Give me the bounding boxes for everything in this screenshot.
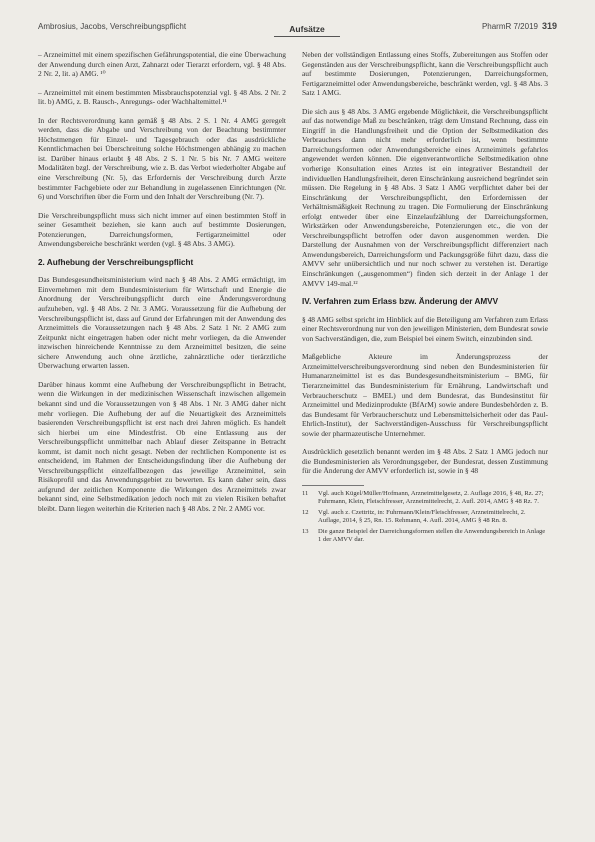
footnote [302, 528, 548, 545]
header-journal: PharmR 7/2019 [481, 22, 538, 31]
footnote-separator [302, 485, 364, 486]
paragraph: Das Bundesgesundheitsministerium wird nach § 48 Abs. 2 AMG ermächtigt, im Einvernehmen mit dem Bundesministerium für Wirtschaft und Energie die Anordnung der Verschreibungspflicht durch eine Änderungsverordnung aufzuheben, vgl. § 48 Abs. 2 Nr. 3 AMG. Voraussetzung für die Aufhebung der Verschreibungspflicht ist, dass auf Grund der Erfahrungen mit der Anwendung des Arzneimittels die Voraussetzungen nach § 48 Abs. 2 Satz 1 Nr. 2 AMG zum Zeitpunkt nicht eingetragen haben oder nicht mehr vorliegen, da die Anwender inzwischen hinreichende Kenntnisse zu dem Arzneimittel besitzen, die seine sichere Anwendung auch ohne ärztliche, zahnärztliche oder tierärztliche Überwachung erwarten lassen. [38, 275, 286, 371]
footnote [302, 509, 548, 526]
footnote-number: 12 [302, 508, 309, 516]
paragraph: – Arzneimittel mit einem spezifischen Gefährungspotential, die eine Überwachung der Anwendung durch einen Arzt, Zahnarzt oder Tierarzt erfordern, vgl. § 48 Abs. 2 Nr. 2, lit. a) AMG. ¹⁰ [38, 50, 286, 79]
paragraph: Darüber hinaus kommt eine Aufhebung der Verschreibungspflicht in Betracht, wenn die Wirkungen in der medizinischen Wissenschaft inzwischen allgemein bekannt sind und die Voraussetzungen von § 48 Abs. 1 Nr. 3 AMG daher nicht mehr vorliegen. Die Aufhebung der auf die Neuartigkeit des Arzneimittels basierenden Verschreibungspflicht ist erst nach drei Jahren möglich. Es handelt sich hierbei um eine Mindestfrist. Ob eine Entlassung aus der Verschreibungspflicht unmittelbar nach Ablauf dieser Zeitspanne in Betracht kommt, ist damit noch nicht gesagt. Neben der rechtlichen Komponente ist es entscheidend, im Rahmen der Entscheidungsfindung über die Aufhebung der Verschreibungspflicht einzelfallbezogen das jeweilige Arzneimittel, sein Risikoprofil und das Anwendungsgebiet zu bewerten. Es kann daher sein, dass aufgrund der zeitlichen Komponente die Wirkungen des Arzneimittels zwar bekannt sind, eine Selbstmedikation jedoch noch mit zu vielen Risiken behaftet bleibt. Dann liegen weiterhin die Kriterien nach § 48 Abs. 2 Nr. 2 AMG vor. [38, 379, 286, 513]
footnote-number: 11 [302, 489, 309, 497]
header-journal-info [482, 21, 557, 31]
section-heading: IV. Verfahren zum Erlass bzw. Änderung der AMVV [302, 297, 499, 307]
paragraph: – Arzneimittel mit einem bestimmten Missbrauchspotenzial vgl. § 48 Abs. 2 Nr. 2 lit. b) AMG, z. B. Rausch-, Anregungs- oder Wachhaltemittel.¹¹ [38, 87, 286, 107]
header-section-label: Aufsätze [274, 24, 340, 37]
paragraph: In der Rechtsverordnung kann gemäß § 48 Abs. 2 S. 1 Nr. 4 AMG geregelt werden, dass die Abgabe und Verschreibung von der Beachtung bestimmter Höchstmengen für Einzel- und Tagesgebrauch oder das ausdrückliche Kenntlichmachen bei Überschreitung solche Höchstmengen abhängig zu machen ist. Darüber hinaus erlaubt § 48 Abs. 2 S. 1 Nr. 5 bis Nr. 7 AMG weitere Modalitäten bzgl. der Verschreibung, wie z. B. das Verbot wiederholter Abgabe auf eine Verschreibung (Nr. 5), das Erfordernis der Verschreibung durch Ärzte bestimmter Fachgebiete oder zur Behandlung in zugelassenen Einrichtungen (Nr. 6) und Vorschriften über die Form und den Inhalt der Verschreibung (Nr. 7). [38, 115, 286, 202]
footnote-number: 13 [302, 527, 309, 535]
header-page-number: 319 [541, 21, 557, 31]
footnote [302, 490, 548, 507]
running-header [38, 20, 557, 38]
paragraph: Die Verschreibungspflicht muss sich nicht immer auf einen bestimmten Stoff in seiner Gesamtheit beziehen, sie kann auch auf bestimmte Dosierungen, Potenzierungen, Darreichungsformen, Fertigarzneimittel oder Anwendungsbereiche beschränkt werden (vgl. § 48 Abs. 3 AMG). [38, 210, 286, 249]
left-column [38, 50, 286, 523]
paragraph: Die sich aus § 48 Abs. 3 AMG ergebende Möglichkeit, die Verschreibungspflicht auf das notwendige Maß zu beschränken, trägt dem Umstand Rechnung, dass ein Eingriff in die Handlungsfreiheit und die Option der Selbstmedikation des Verbrauchers dann nicht mehr erforderlich ist, wenn bestimmte Darreichungsformen oder Anwendungsbereiche eines Arzneimittels gefahrlos angewendet werden können. Die eigenverantwortliche Selbstmedikation ohne vorherige Konsultation eines Arztes ist ein integrativer Bestandteil der individuellen Handlungsfreiheit, deren Einschränkung ausreichend begründet sein müssen. Die Regelung in § 48 Abs. 3 Satz 1 AMG verpflichtet daher bei der Einschränkung der Verschreibungspflicht, den Erfordernissen der Verhältnismäßigkeit Rechnung zu tragen. Die Formulierung der Einschränkung erfolgt entweder über eine Einzelaufzählung der Darreichungsformen, Wirkstärken oder Anwendungsbereiche, Potenzierungen etc., die von der Verschreibungspflicht betroffen oder davon ausgenommen werden. Die Darstellung der Ausnahmen von der Verschreibungspflicht differenziert nach Anwendungsbereich, Darreichungsform und Packungsgröße führt dazu, dass die AMVV sehr unübersichtlich und nur noch schwer zu verstehen ist. Derartige Einschränkungen („ausgenommen“) finden sich derzeit in der Anlage 1 der AMVV 149-mal.¹² [302, 106, 548, 288]
footnote-text: Die ganze Beispiel der Darreichungsformen stellen die Anwendungsbereich in Anlage 1 der AMVV dar. [318, 527, 546, 543]
footnote-text: Vgl. auch Kügel/Müller/Hofmann, Arzneimittelgesetz, 2. Auflage 2016, § 48, Rz. 27; Fuhrmann, Klein, Fleischfresser, Arzneimittelrecht, 2. Aufl. 2014, AMG § 48 Rz. 7. [318, 489, 544, 506]
section-heading: 2. Aufhebung der Verschreibungspflicht [38, 257, 194, 267]
footnote-text: Vgl. auch z. Czettritz, in: Fuhrmann/Klein/Fleischfresser, Arzneimittelrecht, 2. Auflage, 2014, § 25, Rn. 15. Rehmann, 4. Aufl. 2014, AMG § 48 Rn. 8. [318, 508, 526, 525]
header-authors: Ambrosius, Jacobs, Verschreibungspflicht [38, 22, 187, 31]
paragraph: Ausdrücklich gesetzlich benannt werden im § 48 Abs. 2 Satz 1 AMG jedoch nur die Bundesministerien als Verordnungsgeber, der Bundesrat, dessen Zustimmung für die Änderung der AMVV erforderlich ist, sowie in § 48 [302, 447, 548, 476]
paragraph: Maßgebliche Akteure im Änderungsprozess der Arzneimittelverschreibungsverordnung sind neben den Bundesministerien für Humanarzneimittel ist es das Bundesgesundheitsministerium – BMG, für Tierarzneimittel das Bundesministerium für Ernährung, Landwirtschaft und Verbraucherschutz – BMEL) und dem Bundesrat, das Bundesinstitut für Arzneimittel und Medizinprodukte (BfArM) sowie andere Bundesbehörden z. B. das Bundesamt für Verbraucherschutz und Lebensmittelsicherheit oder das Paul-Ehrlich-Institut), der Sachverständigen-Ausschuss für Verschreibungspflicht sowie der pharmazeutische Unternehmer. [302, 352, 548, 438]
paragraph: § 48 AMG selbst spricht im Hinblick auf die Beteiligung am Verfahren zum Erlass einer Rechtsverordnung nur von den jeweiligen Ministerien, dem Bundesrat sowie von Sachverständigen, die, zum Beispiel bei einem Switch, einzubinden sind. [302, 314, 548, 343]
paragraph: Neben der vollständigen Entlassung eines Stoffs, Zubereitungen aus Stoffen oder Gegenständen aus der Verschreibungspflicht, kann die Verschreibungspflicht auch auf bestimmte Dosierungen, Potenzierungen, Darreichungsformen, Fertigarzneimittel oder Anwendungsbereiche, beschränkt werden, vgl. § 48 Abs. 3 Satz 1 AMG. [302, 50, 548, 98]
right-column [302, 50, 548, 546]
